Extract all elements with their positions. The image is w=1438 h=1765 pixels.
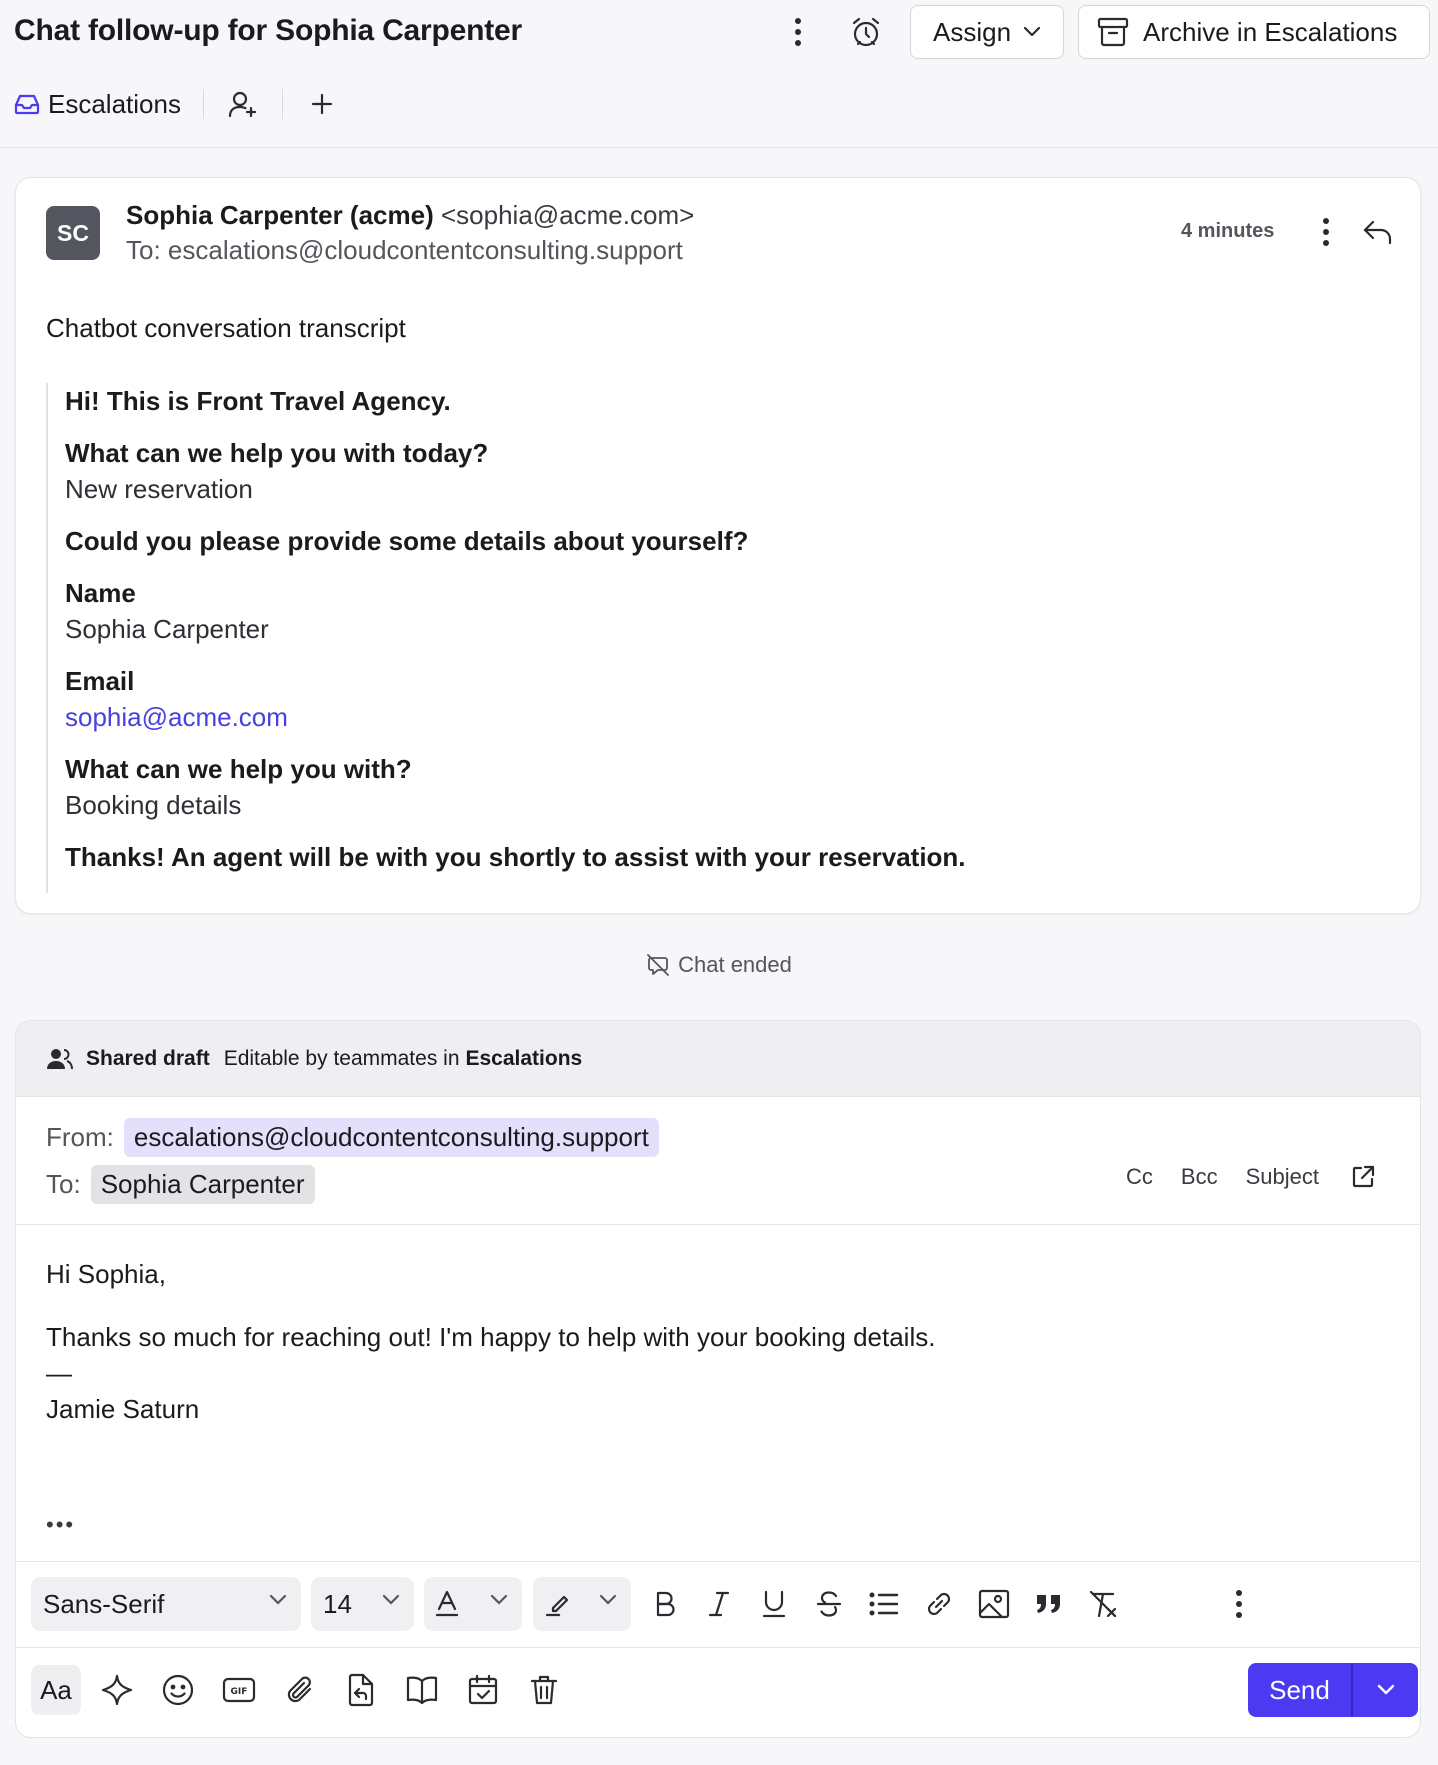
transcript-answer: Booking details (65, 790, 242, 820)
quote-icon[interactable] (1029, 1584, 1069, 1624)
transcript-field-label: Email (65, 666, 135, 696)
highlight-color-select[interactable] (533, 1577, 631, 1631)
strikethrough-icon[interactable] (809, 1584, 849, 1624)
send-button[interactable]: Send (1269, 1674, 1330, 1705)
text-color-icon (436, 1590, 458, 1618)
chevron-down-icon (1023, 26, 1041, 38)
message-more-icon[interactable] (1316, 216, 1336, 248)
bulleted-list-icon[interactable] (864, 1584, 904, 1624)
trash-icon[interactable] (519, 1665, 569, 1715)
bold-icon[interactable] (645, 1584, 685, 1624)
signature-dash: — (46, 1358, 72, 1388)
shared-draft-text: Editable by teammates in (223, 1046, 460, 1070)
toolbar-more-icon[interactable] (1219, 1584, 1259, 1624)
svg-text:GIF: GIF (230, 1687, 248, 1697)
reply-draft (15, 1020, 1421, 1738)
formatting-toolbar (31, 1577, 1411, 1631)
conversation-header (0, 0, 1438, 148)
font-size-value: 14 (323, 1588, 352, 1619)
recipient-chip[interactable]: Sophia Carpenter (91, 1165, 315, 1204)
cc-button[interactable]: Cc (1126, 1164, 1153, 1189)
knowledge-base-icon[interactable] (397, 1665, 447, 1715)
add-teammate-icon[interactable] (226, 87, 260, 121)
shared-draft-label: Shared draft (86, 1046, 210, 1070)
bcc-button[interactable]: Bcc (1180, 1164, 1218, 1189)
inbox-tag-escalations[interactable] (14, 89, 181, 120)
chat-ended-status (0, 952, 1438, 978)
archive-label: Archive in Escalations (1143, 16, 1398, 47)
message-timestamp: 4 minutes (1181, 220, 1275, 242)
shared-draft-inbox: Escalations (465, 1046, 583, 1070)
transcript-question: What can we help you with? (65, 754, 412, 784)
teammates-icon (46, 1047, 74, 1071)
sender-name[interactable]: Sophia Carpenter (acme) (126, 200, 434, 230)
transcript-quote (46, 383, 1386, 893)
italic-icon[interactable] (699, 1584, 739, 1624)
signature-name: Jamie Saturn (46, 1394, 200, 1424)
font-family-value: Sans-Serif (43, 1588, 165, 1619)
archive-icon (1097, 17, 1129, 47)
divider (203, 89, 204, 119)
inbox-tags-row (14, 84, 339, 124)
transcript-question: Could you please provide some details about yourself? (65, 526, 749, 556)
inbox-tag-label: Escalations (48, 88, 181, 119)
ai-sparkle-icon[interactable] (92, 1665, 142, 1715)
reply-icon[interactable] (1358, 214, 1398, 250)
recipient-options (1126, 1161, 1379, 1193)
to-label: To: (46, 1169, 81, 1199)
recipient-line: To: escalations@cloudcontentconsulting.support (126, 235, 683, 265)
gif-icon[interactable] (214, 1665, 264, 1715)
emoji-icon[interactable] (153, 1665, 203, 1715)
text-color-select[interactable] (424, 1577, 522, 1631)
link-icon[interactable] (919, 1584, 959, 1624)
page-title: Chat follow-up for Sophia Carpenter (14, 14, 522, 47)
chevron-down-icon (490, 1594, 508, 1606)
insert-image-icon[interactable] (974, 1584, 1014, 1624)
formatting-toggle-button[interactable]: Aa (31, 1665, 81, 1715)
archive-button[interactable] (1078, 5, 1430, 59)
shared-draft-banner (16, 1021, 1420, 1097)
send-options-chevron-icon[interactable] (1353, 1663, 1418, 1717)
send-button-group (1248, 1663, 1418, 1717)
highlighter-icon (545, 1591, 571, 1617)
body-line: Thanks so much for reaching out! I'm happy to help with your booking details. (46, 1322, 936, 1352)
chevron-down-icon (599, 1594, 617, 1606)
subject-button[interactable]: Subject (1245, 1164, 1319, 1189)
more-options-icon[interactable] (784, 14, 812, 50)
divider (16, 1224, 1420, 1225)
snooze-alarm-icon[interactable] (846, 14, 886, 50)
sender-email: <sophia@acme.com> (440, 200, 695, 230)
composer-actions (31, 1663, 1411, 1717)
transcript-greeting: Hi! This is Front Travel Agency. (65, 386, 451, 416)
transcript-answer: New reservation (65, 474, 253, 504)
chevron-down-icon (382, 1594, 400, 1606)
font-size-select[interactable] (311, 1577, 414, 1631)
insert-template-icon[interactable] (336, 1665, 386, 1715)
clear-formatting-icon[interactable] (1084, 1584, 1124, 1624)
email-link[interactable]: sophia@acme.com (65, 702, 288, 732)
message-subject: Chatbot conversation transcript (46, 313, 406, 343)
from-label: From: (46, 1122, 114, 1152)
avatar: SC (46, 206, 100, 260)
from-field (46, 1118, 659, 1157)
from-address-chip[interactable]: escalations@cloudcontentconsulting.support (124, 1118, 659, 1157)
underline-icon[interactable] (754, 1584, 794, 1624)
message-card (15, 177, 1421, 914)
chat-ended-label: Chat ended (678, 952, 792, 977)
transcript-field-value: Sophia Carpenter (65, 614, 269, 644)
sender-line (126, 200, 694, 231)
add-tag-icon[interactable] (305, 87, 339, 121)
body-greeting: Hi Sophia, (46, 1259, 166, 1289)
divider (282, 89, 283, 119)
assign-label: Assign (933, 16, 1012, 47)
font-family-select[interactable] (31, 1577, 301, 1631)
attachment-icon[interactable] (275, 1665, 325, 1715)
popout-icon[interactable] (1347, 1161, 1379, 1193)
schedule-icon[interactable] (458, 1665, 508, 1715)
transcript-question: What can we help you with today? (65, 438, 489, 468)
assign-button[interactable] (910, 5, 1064, 59)
chevron-down-icon (269, 1594, 287, 1606)
message-body-editor[interactable] (46, 1256, 1386, 1427)
to-field (46, 1165, 315, 1204)
divider (16, 1647, 1420, 1648)
show-quoted-text-button[interactable]: ••• (46, 1512, 76, 1537)
divider (16, 1561, 1420, 1562)
transcript-field-label: Name (65, 578, 136, 608)
transcript-closing: Thanks! An agent will be with you shortly to assist with your reservation. (65, 842, 966, 872)
chat-off-icon (646, 954, 670, 976)
inbox-icon (14, 93, 40, 115)
